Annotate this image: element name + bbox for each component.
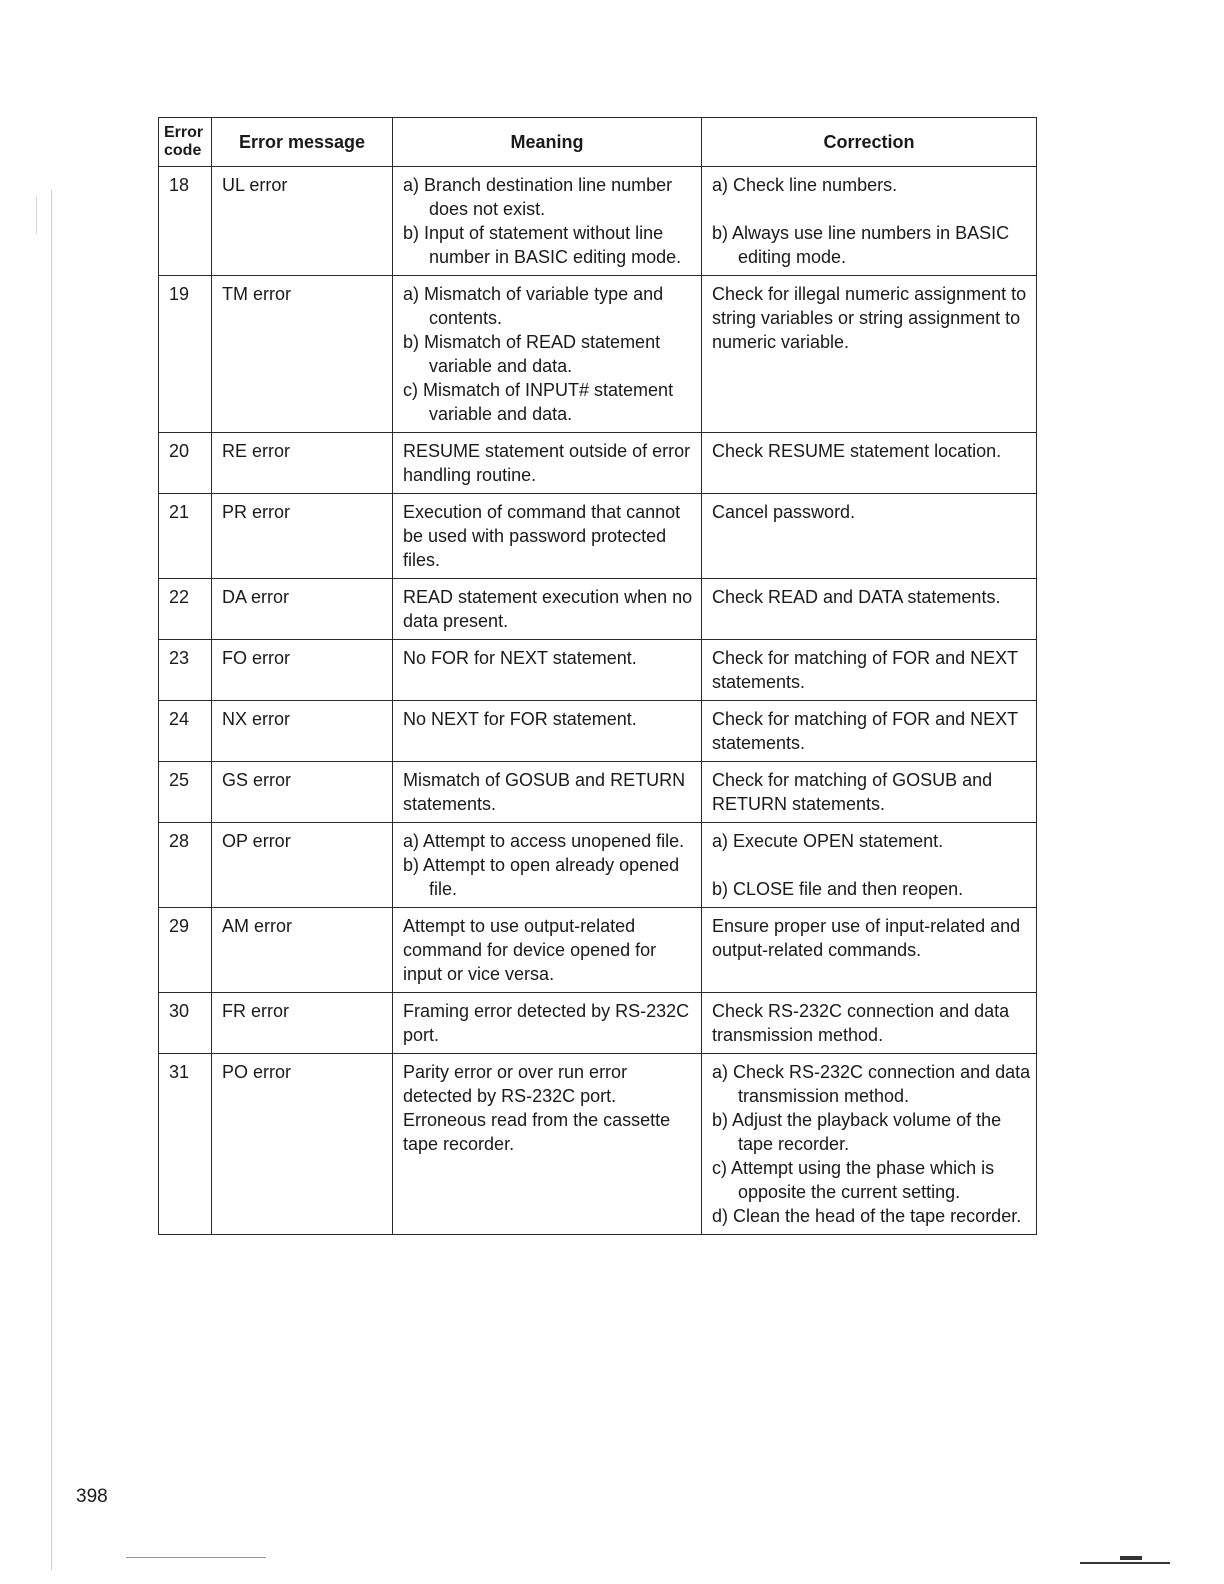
error-code-cell: 23 xyxy=(159,640,212,701)
footer-rule xyxy=(126,1557,266,1558)
meaning-item: b) Input of statement without line number in BASIC editing mode. xyxy=(403,223,682,267)
error-code-cell: 28 xyxy=(159,823,212,908)
correction-cell xyxy=(702,701,1037,762)
error-message-cell: PO error xyxy=(212,1054,393,1235)
table-row xyxy=(159,993,1037,1054)
meaning-cell xyxy=(393,276,702,433)
error-message-cell: RE error xyxy=(212,433,393,494)
error-code-cell: 24 xyxy=(159,701,212,762)
meaning-list xyxy=(403,829,697,901)
correction-item: a) Check line numbers. xyxy=(712,175,898,195)
meaning-item: b) Attempt to open already opened file. xyxy=(403,855,680,899)
error-message-cell: GS error xyxy=(212,762,393,823)
correction-item: Check for matching of FOR and NEXT statements. xyxy=(712,709,1018,753)
correction-item: Check RS-232C connection and data transmission method. xyxy=(712,1001,1010,1045)
error-code-cell: 20 xyxy=(159,433,212,494)
error-message-cell: TM error xyxy=(212,276,393,433)
correction-cell xyxy=(702,823,1037,908)
error-message-cell: FR error xyxy=(212,993,393,1054)
correction-list xyxy=(712,768,1032,816)
page-number: 398 xyxy=(76,1486,108,1507)
correction-list xyxy=(712,173,1032,269)
meaning-list xyxy=(403,585,697,633)
error-code-table xyxy=(158,117,1037,1235)
meaning-cell xyxy=(393,762,702,823)
meaning-list xyxy=(403,500,697,572)
table-row xyxy=(159,579,1037,640)
correction-item: Ensure proper use of input-related and output-related commands. xyxy=(712,916,1021,960)
table-row xyxy=(159,701,1037,762)
meaning-cell xyxy=(393,494,702,579)
correction-cell xyxy=(702,167,1037,276)
correction-cell xyxy=(702,494,1037,579)
meaning-item: c) Mismatch of INPUT# statement variable and data. xyxy=(403,380,674,424)
table-row xyxy=(159,433,1037,494)
correction-item: d) Clean the head of the tape recorder. xyxy=(712,1206,1022,1226)
table-row xyxy=(159,908,1037,993)
meaning-item: READ statement execution when no data present. xyxy=(403,587,693,631)
error-code-cell: 30 xyxy=(159,993,212,1054)
meaning-item: Execution of command that cannot be used with password protected files. xyxy=(403,502,681,570)
corner-mark-tab xyxy=(1120,1556,1142,1560)
meaning-list xyxy=(403,1060,697,1156)
meaning-item: Parity error or over run error detected by RS-232C port. xyxy=(403,1062,628,1106)
correction-item: b) Always use line numbers in BASIC editing mode. xyxy=(712,223,1010,267)
error-message-cell: UL error xyxy=(212,167,393,276)
correction-list xyxy=(712,707,1032,755)
table-row xyxy=(159,640,1037,701)
correction-list xyxy=(712,914,1032,962)
table-row xyxy=(159,823,1037,908)
correction-item: c) Attempt using the phase which is opposite the current setting. xyxy=(712,1158,995,1202)
correction-list xyxy=(712,646,1032,694)
margin-tick xyxy=(36,196,37,234)
correction-list xyxy=(712,829,1032,901)
error-code-cell: 31 xyxy=(159,1054,212,1235)
correction-list xyxy=(712,999,1032,1047)
meaning-cell xyxy=(393,908,702,993)
corner-mark xyxy=(1080,1562,1170,1564)
correction-item: Check for matching of GOSUB and RETURN statements. xyxy=(712,770,993,814)
header-error-message: Error message xyxy=(212,118,393,167)
correction-list xyxy=(712,1060,1032,1228)
meaning-item: No NEXT for FOR statement. xyxy=(403,709,637,729)
table-row xyxy=(159,167,1037,276)
header-meaning: Meaning xyxy=(393,118,702,167)
table-row xyxy=(159,762,1037,823)
meaning-cell xyxy=(393,433,702,494)
correction-item: Check for illegal numeric assignment to string variables or string assignment to numeric variable. xyxy=(712,284,1027,352)
meaning-item: Erroneous read from the cassette tape recorder. xyxy=(403,1110,671,1154)
correction-cell xyxy=(702,640,1037,701)
meaning-cell xyxy=(393,1054,702,1235)
meaning-item: No FOR for NEXT statement. xyxy=(403,648,637,668)
error-message-cell: FO error xyxy=(212,640,393,701)
error-code-cell: 29 xyxy=(159,908,212,993)
error-message-cell: DA error xyxy=(212,579,393,640)
correction-cell xyxy=(702,276,1037,433)
meaning-item: Framing error detected by RS-232C port. xyxy=(403,1001,690,1045)
correction-item: a) Check RS-232C connection and data transmission method. xyxy=(712,1062,1031,1106)
header-correction: Correction xyxy=(702,118,1037,167)
correction-list xyxy=(712,585,1032,609)
meaning-list xyxy=(403,282,697,426)
error-code-cell: 22 xyxy=(159,579,212,640)
meaning-list xyxy=(403,439,697,487)
correction-cell xyxy=(702,908,1037,993)
meaning-item: a) Mismatch of variable type and contents. xyxy=(403,284,664,328)
correction-item: Cancel password. xyxy=(712,502,856,522)
meaning-list xyxy=(403,999,697,1047)
correction-item: Check for matching of FOR and NEXT statements. xyxy=(712,648,1018,692)
correction-list xyxy=(712,282,1032,354)
correction-item: a) Execute OPEN statement. xyxy=(712,831,944,851)
meaning-item: a) Branch destination line number does not exist. xyxy=(403,175,673,219)
error-message-cell: PR error xyxy=(212,494,393,579)
correction-item: b) Adjust the playback volume of the tape recorder. xyxy=(712,1110,1002,1154)
meaning-cell xyxy=(393,701,702,762)
meaning-item: Mismatch of GOSUB and RETURN statements. xyxy=(403,770,686,814)
table-row xyxy=(159,494,1037,579)
header-error-code: Error code xyxy=(159,118,212,167)
correction-cell xyxy=(702,762,1037,823)
meaning-item: a) Attempt to access unopened file. xyxy=(403,831,685,851)
meaning-cell xyxy=(393,993,702,1054)
margin-rule xyxy=(51,190,52,1570)
error-message-cell: OP error xyxy=(212,823,393,908)
correction-cell xyxy=(702,993,1037,1054)
table-header-row xyxy=(159,118,1037,167)
meaning-item: Attempt to use output-related command for device opened for input or vice versa. xyxy=(403,916,657,984)
meaning-item: RESUME statement outside of error handling routine. xyxy=(403,441,691,485)
meaning-list xyxy=(403,173,697,269)
table-row xyxy=(159,1054,1037,1235)
meaning-list xyxy=(403,707,697,731)
error-message-cell: NX error xyxy=(212,701,393,762)
meaning-list xyxy=(403,768,697,816)
error-code-cell: 21 xyxy=(159,494,212,579)
correction-item: Check RESUME statement location. xyxy=(712,441,1002,461)
meaning-cell xyxy=(393,167,702,276)
correction-list xyxy=(712,439,1032,463)
meaning-list xyxy=(403,646,697,670)
correction-cell xyxy=(702,1054,1037,1235)
meaning-cell xyxy=(393,640,702,701)
correction-cell xyxy=(702,579,1037,640)
correction-cell xyxy=(702,433,1037,494)
meaning-cell xyxy=(393,579,702,640)
correction-list xyxy=(712,500,1032,524)
error-code-cell: 19 xyxy=(159,276,212,433)
meaning-list xyxy=(403,914,697,986)
meaning-item: b) Mismatch of READ statement variable and data. xyxy=(403,332,661,376)
correction-item: b) CLOSE file and then reopen. xyxy=(712,879,964,899)
correction-item: Check READ and DATA statements. xyxy=(712,587,1001,607)
table-body xyxy=(159,167,1037,1235)
error-code-cell: 18 xyxy=(159,167,212,276)
meaning-cell xyxy=(393,823,702,908)
error-code-cell: 25 xyxy=(159,762,212,823)
error-message-cell: AM error xyxy=(212,908,393,993)
table-row xyxy=(159,276,1037,433)
